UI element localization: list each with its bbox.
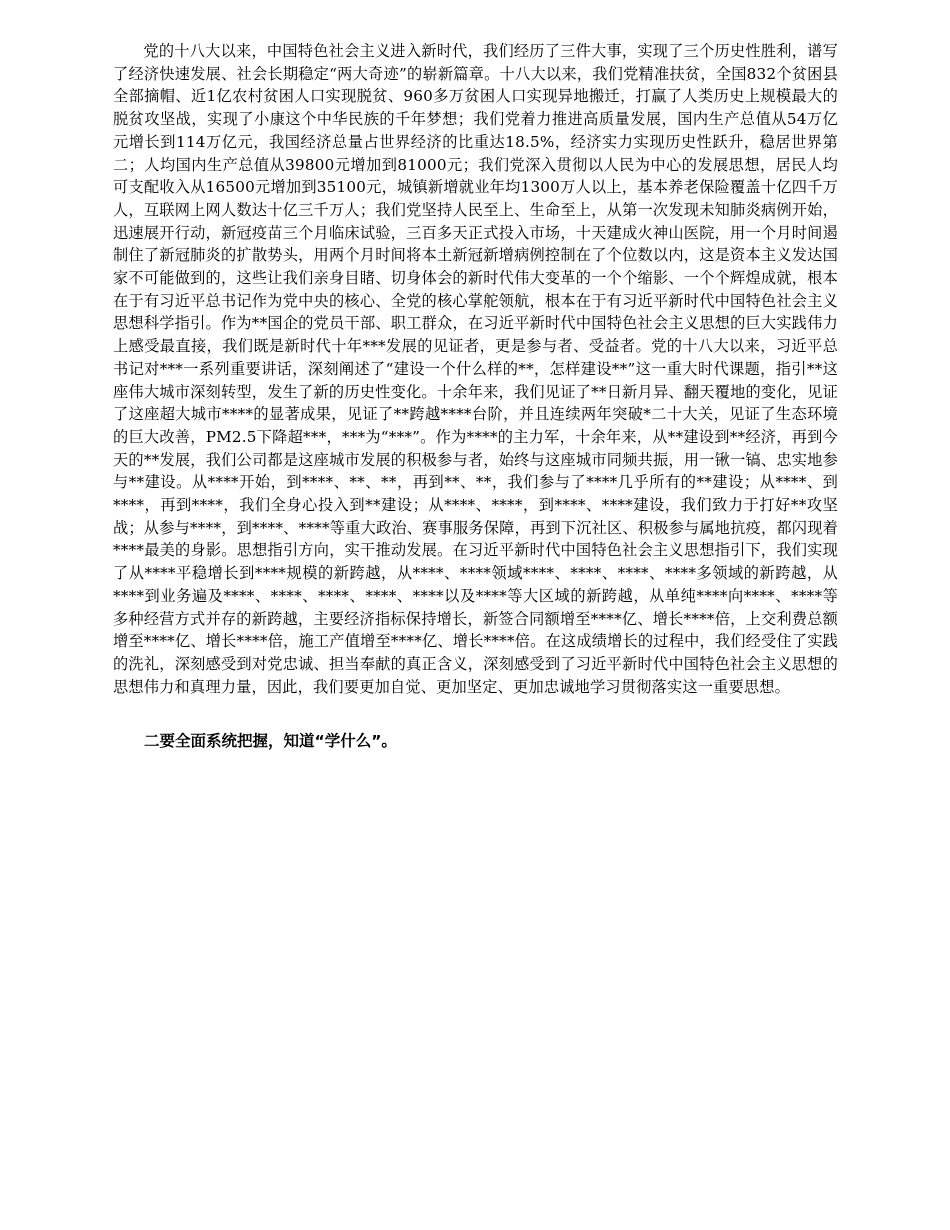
document-page <box>113 40 838 753</box>
section-heading: 二要全面系统把握，知道“学什么”。 <box>144 732 397 751</box>
body-paragraph: 党的十八大以来，中国特色社会主义进入新时代，我们经历了三件大事，实现了三个历史性胜利，谱写了经济快速发展、社会长期稳定“两大奇迹”的崭新篇章。十八大以来，我们党精准扶贫，全国832个贫困县全部摘帽、近1亿农村贫困人口实现脱贫、960多万贫困人口实现异地搬迁，打赢了人类历史上规模最大的脱贫攻坚战，实现了小康这个中华民族的千年梦想；我们党着力推进高质量发展，国内生产总值从54万亿元增长到114万亿元，我国经济总量占世界经济的比重达18.5%，经济实力实现历史性跃升，稳居世界第二；人均国内生产总值从39800元增加到81000元；我们党深入贯彻以人民为中心的发展思想，居民人均可支配收入从16500元增加到35100元，城镇新增就业年均1300万人以上，基本养老保险覆盖十亿四千万人，互联网上网人数达十亿三千万人；我们党坚持人民至上、生命至上，从第一次发现未知肺炎病例开始，迅速展开行动，新冠疫苗三个月临床试验，三百多天正式投入市场，十天建成火神山医院，用一个月时间遏制住了新冠肺炎的扩散势头，用两个月时间将本土新冠新增病例控制在了个位数以内，这是资本主义发达国家不可能做到的，这些让我们亲身目睹、切身体会的新时代伟大变革的一个个缩影、一个个辉煌成就，根本在于有习近平总书记作为党中央的核心、全党的核心掌舵领航，根本在于有习近平新时代中国特色社会主义思想科学指引。作为**国企的党员干部、职工群众，在习近平新时代中国特色社会主义思想的巨大实践伟力上感受最直接，我们既是新时代十年***发展的见证者，更是参与者、受益者。党的十八大以来，习近平总书记对***一系列重要讲话，深刻阐述了“建设一个什么样的**，怎样建设**”这一重大时代课题，指引**这座伟大城市深刻转型，发生了新的历史性变化。十余年来，我们见证了**日新月异、翻天覆地的变化，见证了这座超大城市****的显著成果，见证了**跨越****台阶，并且连续两年突破*二十大关，见证了生态环境的巨大改善，PM2.5下降超***，***为“***”。作为****的主力军，十余年来，从**建设到**经济，再到今天的**发展，我们公司都是这座城市发展的积极参与者，始终与这座城市同频共振，用一锹一镐、忠实地参与**建设。从****开始，到****、**、**，再到**、**，我们参与了****几乎所有的**建设；从****、到****，再到****，我们全身心投入到**建设；从****、****，到****、****建设，我们致力于打好**攻坚战；从参与****，到****、****等重大政治、赛事服务保障，再到下沉社区、积极参与属地抗疫，都闪现着****最美的身影。思想指引方向，实干推动发展。在习近平新时代中国特色社会主义思想指引下，我们实现了从****平稳增长到****规模的新跨越，从****、****领域****、****、****、****多领域的新跨越，从****到业务遍及****、****、****、****、****以及****等大区域的新跨越，从单纯****向****、****等多种经营方式并存的新跨越，主要经济指标保持增长，新签合同额增至****亿、增长****倍，上交利费总额增至****亿、增长****倍，施工产值增至****亿、增长****倍。在这成绩增长的过程中，我们经受住了实践的洗礼，深刻感受到对党忠诚、担当奉献的真正含义，深刻感受到了习近平新时代中国特色社会主义思想的思想伟力和真理力量，因此，我们要更加自觉、更加坚定、更加忠诚地学习贯彻落实这一重要思想。 <box>113 42 838 696</box>
